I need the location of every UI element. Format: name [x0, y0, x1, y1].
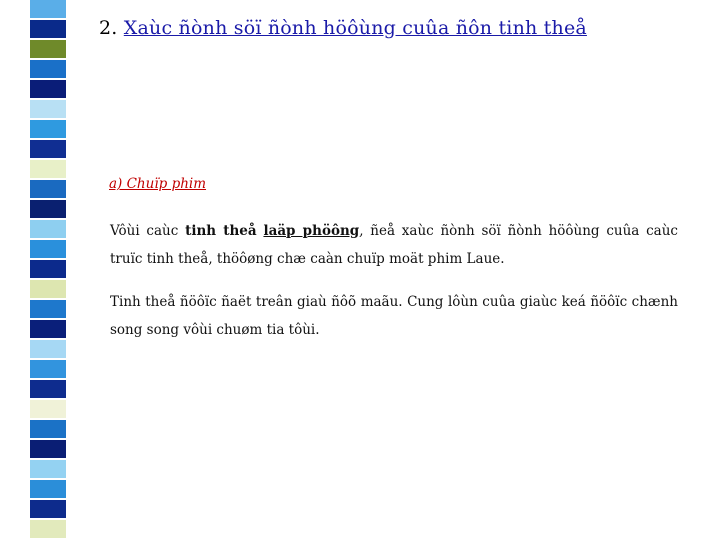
- title-link[interactable]: Xaùc ñònh söï ñònh höôùng cuûa ñôn tinh theå: [123, 17, 587, 39]
- stripe-cell: [30, 520, 66, 540]
- stripe-cell: [30, 500, 66, 520]
- stripe-cell: [30, 140, 66, 160]
- stripe-cell: [30, 180, 66, 200]
- stripe-cell: [30, 460, 66, 480]
- stripe-cell: [30, 320, 66, 340]
- stripe-cell: [30, 120, 66, 140]
- slide-title: [99, 17, 587, 39]
- stripe-cell: [30, 400, 66, 420]
- stripe-cell: [30, 40, 66, 60]
- para1-bold-term: tinh theå: [185, 223, 257, 239]
- stripe-cell: [30, 480, 66, 500]
- stripe-cell: [30, 20, 66, 40]
- stripe-cell: [30, 160, 66, 180]
- stripe-cell: [30, 420, 66, 440]
- para1-text-a: Vôùi caùc: [110, 223, 186, 239]
- decorative-stripe: [30, 0, 66, 540]
- stripe-cell: [30, 380, 66, 400]
- stripe-cell: [30, 220, 66, 240]
- stripe-cell: [30, 440, 66, 460]
- para1-text-b: , ñeå xaùc ñònh söï ñònh höôùng cuûa caùc truïc tinh theå, thöôøng chæ caàn chuïp moät phim Laue.: [110, 223, 678, 267]
- stripe-cell: [30, 240, 66, 260]
- stripe-cell: [30, 200, 66, 220]
- stripe-cell: [30, 60, 66, 80]
- stripe-cell: [30, 80, 66, 100]
- stripe-cell: [30, 280, 66, 300]
- paragraph-1: [110, 217, 678, 273]
- stripe-cell: [30, 0, 66, 20]
- stripe-cell: [30, 340, 66, 360]
- title-number: 2.: [99, 17, 118, 39]
- para1-bold-underline-term: laäp phöông: [263, 223, 360, 239]
- stripe-cell: [30, 260, 66, 280]
- stripe-cell: [30, 360, 66, 380]
- stripe-cell: [30, 300, 66, 320]
- stripe-cell: [30, 100, 66, 120]
- section-subheading: a) Chuïp phim: [109, 176, 207, 192]
- paragraph-2: Tinh theå ñöôïc ñaët treân giaù ñôõ maãu. Cung lôùn cuûa giaùc keá ñöôïc chænh song song vôùi chuøm tia tôùi.: [110, 294, 678, 338]
